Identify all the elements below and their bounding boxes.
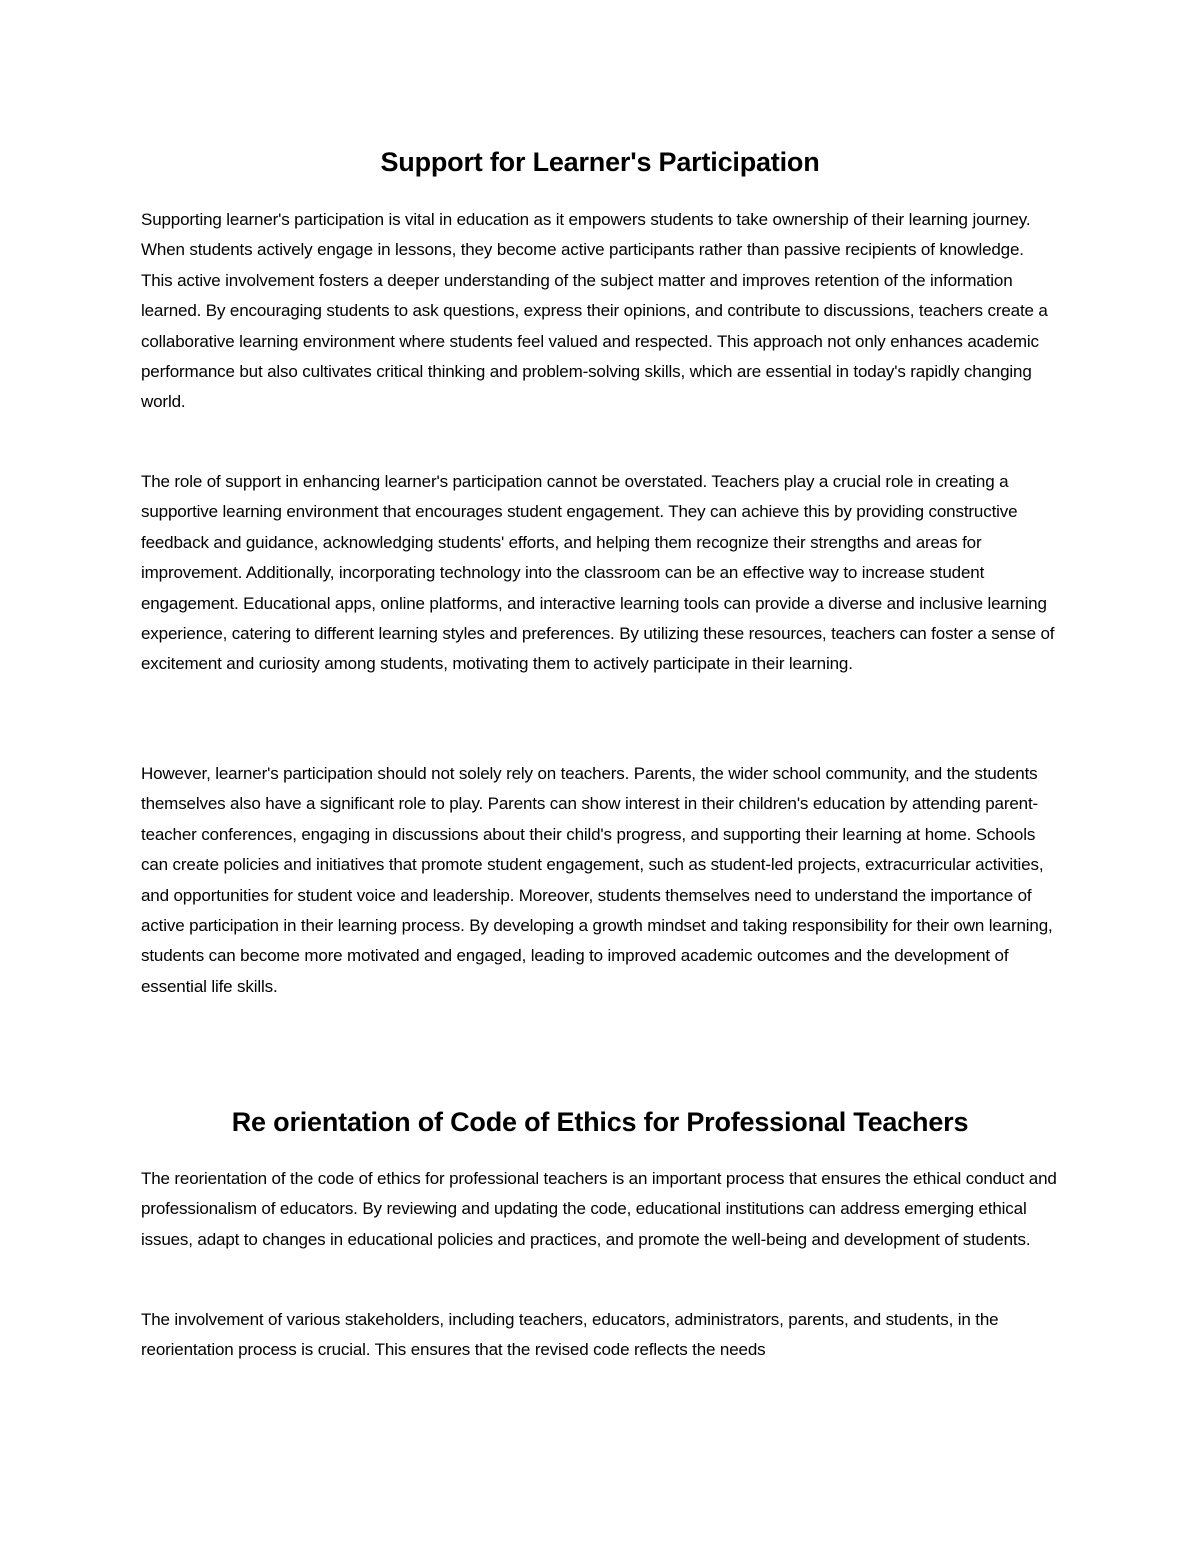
paragraph: The involvement of various stakeholders, including teachers, educators, administrators, parents, and students, in the reorientation process is crucial. This ensures that the revised code reflects the needs xyxy=(141,1310,999,1360)
paragraph: However, learner's participation should not solely rely on teachers. Parents, the wider school community, and the students themselves also have a significant role to play. Parents can show interest in their children's education by attending parent-teacher conferences, engaging in discussions about their child's progress, and supporting their learning at home. Schools can create policies and initiatives that promote student engagement, such as student-led projects, extracurricular activities, and opportunities for student voice and leadership. Moreover, students themselves need to understand the importance of active participation in their learning process. By developing a growth mindset and taking responsibility for their own learning, students can become more motivated and engaged, leading to improved academic outcomes and the development of essential life skills. xyxy=(141,764,1053,996)
paragraph: The role of support in enhancing learner's participation cannot be overstated. Teachers play a crucial role in creating a supportive learning environment that encourages student engagement. They can achieve this by providing constructive feedback and guidance, acknowledging students' efforts, and helping them recognize their strengths and areas for improvement. Additionally, incorporating technology into the classroom can be an effective way to increase student engagement. Educational apps, online platforms, and interactive learning tools can provide a diverse and inclusive learning experience, catering to different learning styles and preferences. By utilizing these resources, teachers can foster a sense of excitement and curiosity among students, motivating them to actively participate in their learning. xyxy=(141,472,1055,674)
section-title-learner-participation: Support for Learner's Participation xyxy=(380,147,820,177)
section-title-code-of-ethics: Re orientation of Code of Ethics for Professional Teachers xyxy=(231,1107,969,1137)
paragraph: The reorientation of the code of ethics for professional teachers is an important process that ensures the ethical conduct and professionalism of educators. By reviewing and updating the code, educational institutions can address emerging ethical issues, adapt to changes in educational policies and practices, and promote the well-being and development of students. xyxy=(141,1169,1057,1249)
paragraph: Supporting learner's participation is vital in education as it empowers students to take ownership of their learning journey. When students actively engage in lessons, they become active participants rather than passive recipients of knowledge. This active involvement fosters a deeper understanding of the subject matter and improves retention of the information learned. By encouraging students to ask questions, express their opinions, and contribute to discussions, teachers create a collaborative learning environment where students feel valued and respected. This approach not only enhances academic performance but also cultivates critical thinking and problem-solving skills, which are essential in today's rapidly changing world. xyxy=(141,210,1048,412)
